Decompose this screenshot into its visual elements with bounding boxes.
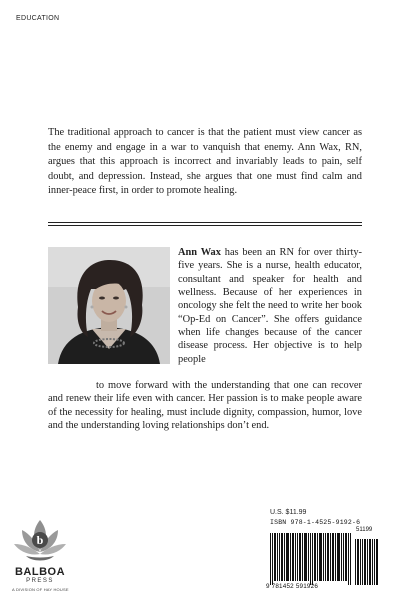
author-bio-continued	[48, 379, 362, 432]
author-bio-wrapped	[178, 246, 362, 366]
author-name: Ann Wax	[178, 247, 221, 258]
price-label: U.S. $11.99	[270, 509, 307, 516]
isbn-label: ISBN 978-1-4525-9192-6	[270, 519, 361, 526]
barcode-ean-digits: 9 781452 591926	[266, 583, 319, 590]
section-divider	[48, 222, 362, 226]
publisher-imprint: PRESS	[26, 578, 54, 584]
barcode	[266, 519, 382, 593]
category-label: EDUCATION	[16, 15, 60, 22]
barcode-bars	[266, 527, 382, 585]
publisher-logo	[12, 516, 86, 594]
publisher-name: BALBOA	[14, 566, 66, 578]
back-cover-blurb: The traditional approach to cancer is that the patient must view cancer as the enemy and engage in a war to vanquish that enemy. Ann Wax, RN, argues that this approach is incorrect and invariably leads to pain, self doubt, and depression. Instead, she argues that one must find calm and inner-peace first, in order to promote healing.	[48, 127, 362, 197]
publisher-division: A DIVISION OF HAY HOUSE	[12, 587, 69, 592]
author-photo	[48, 247, 170, 364]
author-bio-text-continued: to move forward with the understanding that one can recover and renew their life even with cancer. Her passion is to make people aware of the necessity for healing, must include dignity, compassion, humor, love and the understanding loving relationships don’t end.	[48, 380, 362, 432]
barcode-addon-digits: 51199	[356, 527, 373, 533]
author-bio-text: has been an RN for over thirty-five years. She is a nurse, health educator, consultant and speaker for health and wellness. Because of her experiences in oncology she felt the need to write her book “Op-Ed on Cancer”. She offers guidance when life changes because of the cancer disease process. Her objective is to help people	[178, 247, 362, 365]
svg-text:b: b	[36, 533, 44, 547]
lotus-icon	[12, 516, 68, 566]
